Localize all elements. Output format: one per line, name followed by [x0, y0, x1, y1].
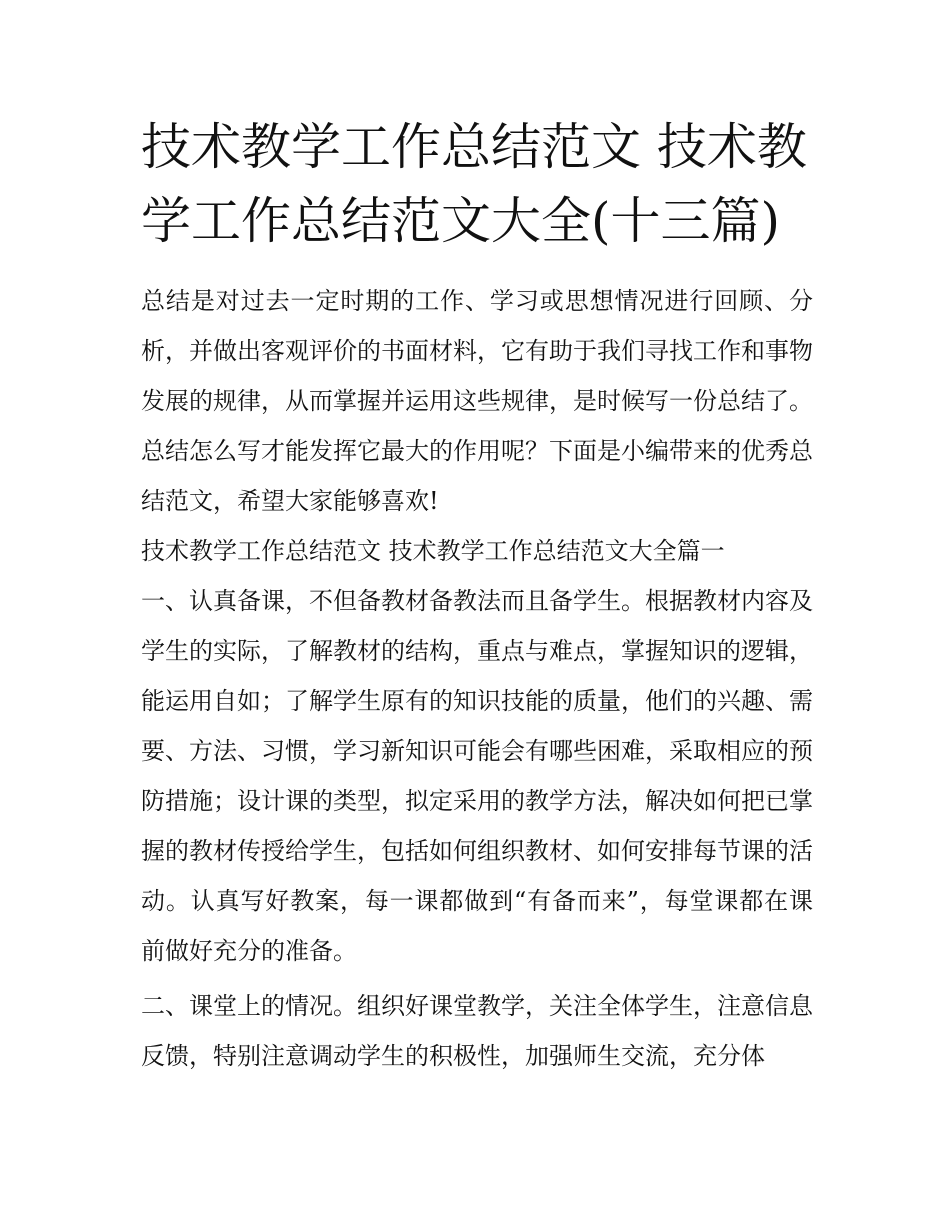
- document-body: [141, 110, 813, 1081]
- body-paragraph-2: 二、课堂上的情况。组织好课堂教学，关注全体学生，注意信息反馈，特别注意调动学生的积极性，加强师生交流，充分体: [141, 992, 813, 1070]
- section-heading: 技术教学工作总结范文 技术教学工作总结范文大全篇一: [141, 537, 725, 565]
- intro-paragraph: 总结是对过去一定时期的工作、学习或思想情况进行回顾、分析，并做出客观评价的书面材料，它有助于我们寻找工作和事物发展的规律，从而掌握并运用这些规律，是时候写一份总结了。总结怎么写才能发挥它最大的作用呢？下面是小编带来的优秀总结范文，希望大家能够喜欢!: [141, 287, 813, 515]
- body-paragraph-1: 一、认真备课，不但备教材备教法而且备学生。根据教材内容及学生的实际，了解教材的结构，重点与难点，掌握知识的逻辑，能运用自如；了解学生原有的知识技能的质量，他们的兴趣、需要、方法、习惯，学习新知识可能会有哪些困难，采取相应的预防措施；设计课的类型，拟定采用的教学方法，解决如何把已掌握的教材传授给学生，包括如何组织教材、如何安排每节课的活动。认真写好教案，每一课都做到“有备而来”，每堂课都在课前做好充分的准备。: [141, 587, 813, 965]
- document-title: 技术教学工作总结范文 技术教学工作总结范文大全(十三篇): [141, 118, 807, 250]
